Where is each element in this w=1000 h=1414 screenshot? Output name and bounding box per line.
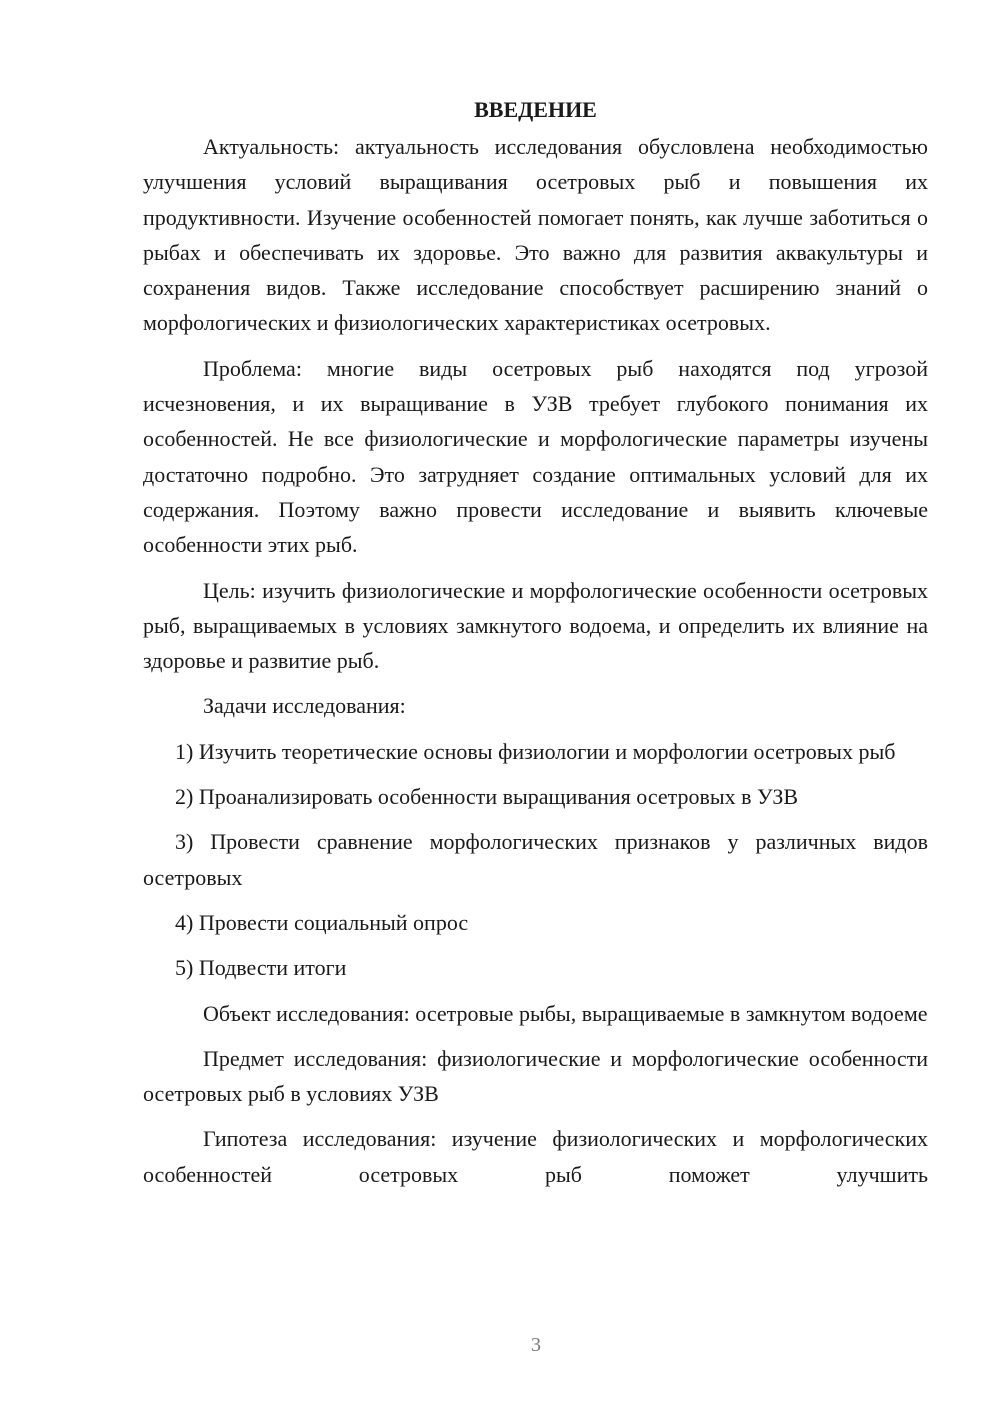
hypothesis-paragraph: Гипотеза исследования: изучение физиологических и морфологических особенностей осетровых рыб поможет улучшить (143, 1126, 928, 1187)
task-item-4: 4) Провести социальный опрос (175, 909, 469, 935)
problem-paragraph: Проблема: многие виды осетровых рыб находятся под угрозой исчезновения, и их выращивание в УЗВ требует глубокого понимания их особенностей. Не все физиологические и морфологические параметры изучены достаточно подробно. Это затрудняет создание оптимальных условий для их содержания. Поэтому важно провести исследование и выявить ключевые особенности этих рыб. (143, 355, 928, 558)
task-item-3: 3) Провести сравнение морфологических признаков у различных видов осетровых (143, 829, 928, 890)
task-item-1: 1) Изучить теоретические основы физиологии и морфологии осетровых рыб (175, 738, 896, 764)
subject-paragraph: Предмет исследования: физиологические и морфологические особенности осетровых рыб в условиях УЗВ (143, 1045, 928, 1107)
document-page (143, 92, 928, 1202)
task-item-2: 2) Проанализировать особенности выращивания осетровых в УЗВ (175, 784, 799, 810)
object-paragraph: Объект исследования: осетровые рыбы, выращиваемые в замкнутом водоеме (203, 1000, 928, 1026)
relevance-paragraph: Актуальность: актуальность исследования обусловлена необходимостью улучшения условий выращивания осетровых рыб и повышения их продуктивности. Изучение особенностей помогает понять, как лучше заботиться о рыбах и обеспечивать их здоровье. Это важно для развития аквакультуры и сохранения видов. Также исследование способствует расширению знаний о морфологических и физиологических характеристиках осетровых. (143, 134, 928, 336)
page-number: 3 (531, 1334, 541, 1356)
section-title: ВВЕДЕНИЕ (474, 97, 597, 122)
goal-paragraph: Цель: изучить физиологические и морфологические особенности осетровых рыб, выращиваемых в условиях замкнутого водоема, и определить их влияние на здоровье и развитие рыб. (143, 577, 928, 674)
tasks-heading: Задачи исследования: (203, 693, 406, 719)
task-item-5: 5) Подвести итоги (175, 955, 347, 981)
